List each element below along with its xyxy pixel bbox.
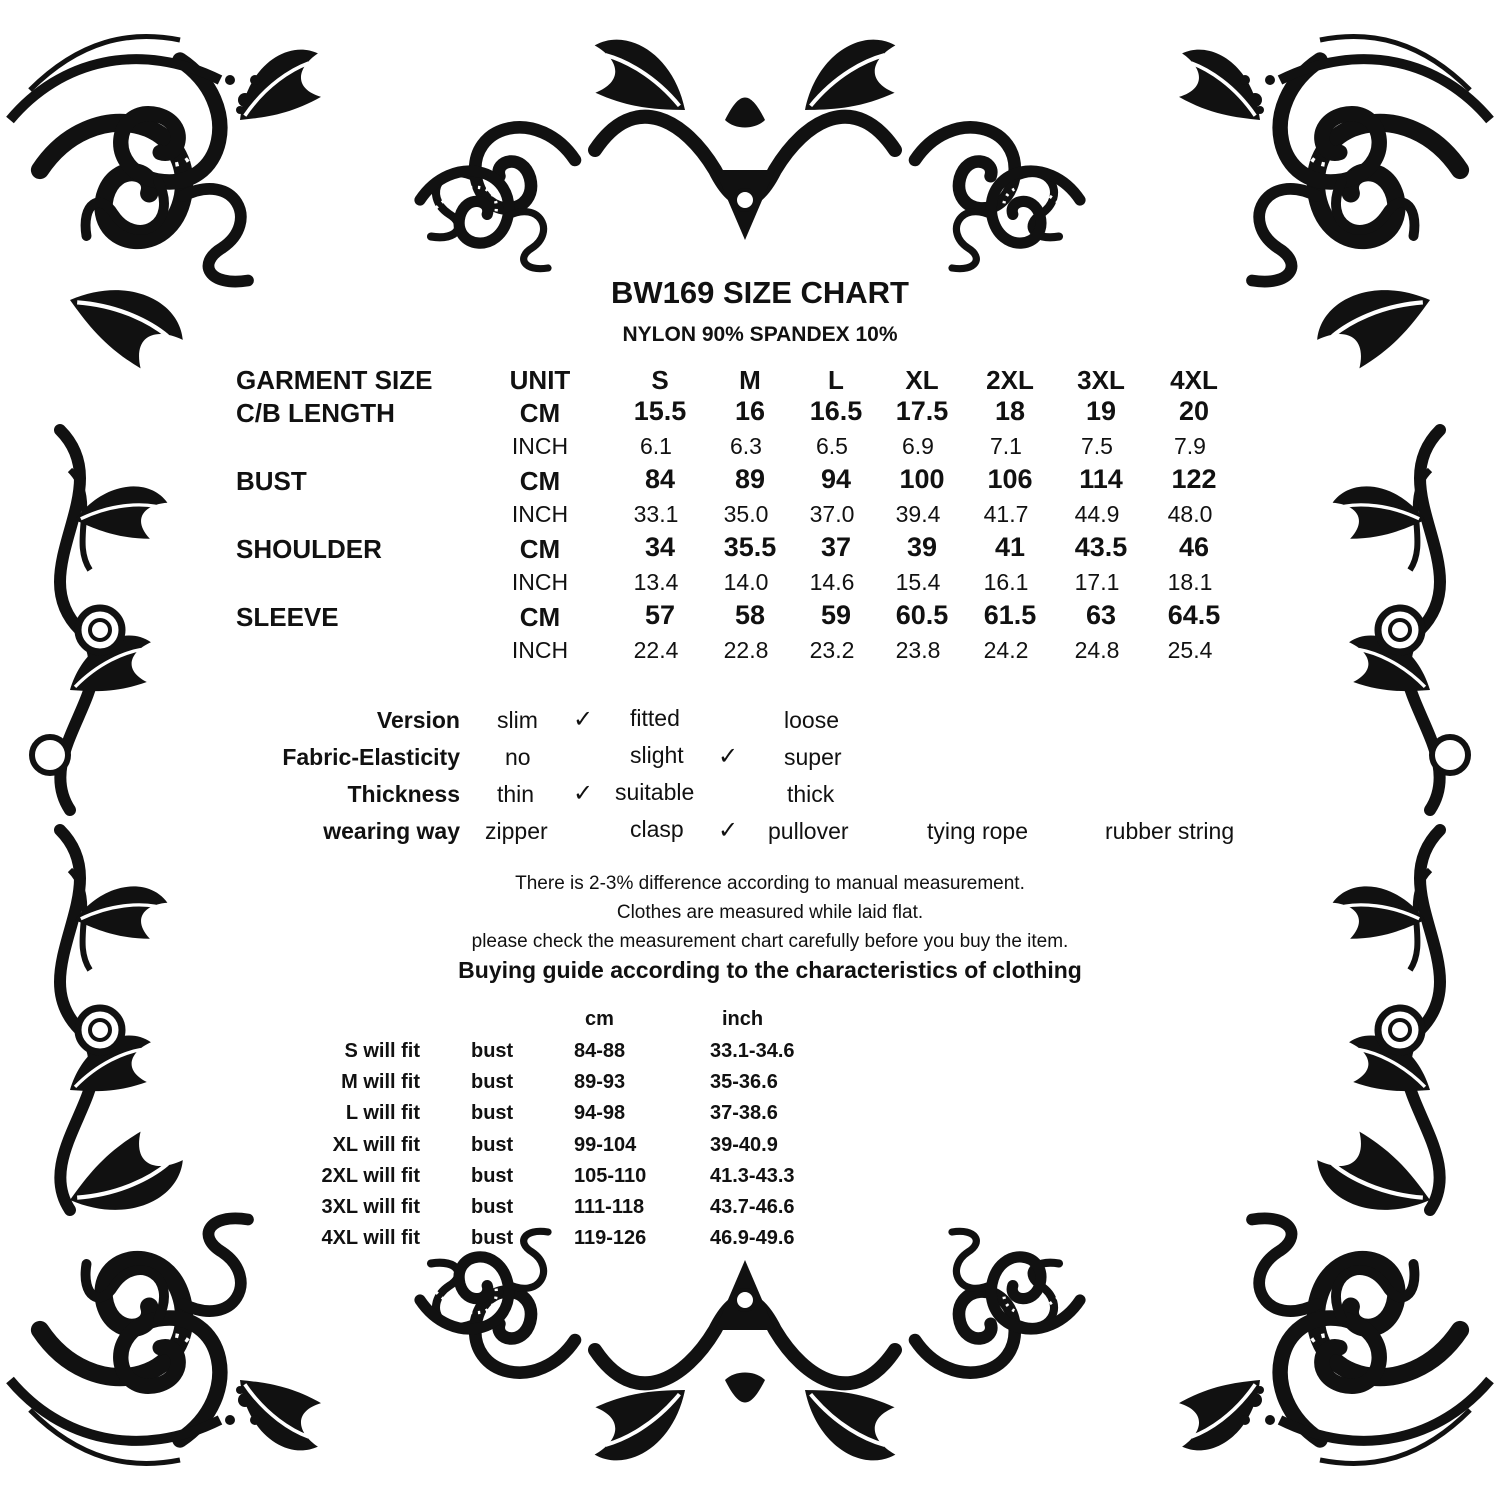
garment-size-header: GARMENT SIZE xyxy=(236,365,433,395)
cm-value-cell: 94 xyxy=(820,464,852,494)
cm-value-cell: 41 xyxy=(994,532,1026,562)
size-header: 2XL xyxy=(986,365,1034,395)
attribute-option: no xyxy=(505,744,531,770)
unit-header: UNIT xyxy=(509,365,571,395)
guide-cm-range: 94-98 xyxy=(574,1102,626,1125)
inch-value-cell: 41.7 xyxy=(983,501,1029,527)
size-header: M xyxy=(739,365,761,395)
guide-part: bust xyxy=(471,1196,514,1218)
inch-value-cell: 16.1 xyxy=(983,569,1029,595)
check-icon: ✓ xyxy=(718,817,739,844)
cm-value-cell: 63 xyxy=(1085,600,1117,630)
cm-value-cell: 17.5 xyxy=(895,396,949,426)
unit-inch-label: INCH xyxy=(511,501,569,527)
cm-value-cell: 58 xyxy=(734,600,766,630)
inch-value-cell: 7.1 xyxy=(990,433,1022,459)
inch-value-cell: 23.2 xyxy=(809,637,855,663)
guide-size-label: M will fit xyxy=(341,1071,420,1094)
guide-inch-range: 41.3-43.3 xyxy=(710,1164,795,1187)
size-header: S xyxy=(651,365,669,395)
cm-value-cell: 100 xyxy=(899,464,945,494)
attribute-label: Thickness xyxy=(347,781,460,807)
attribute-label: Fabric-Elasticity xyxy=(282,744,460,770)
guide-part: bust xyxy=(471,1040,514,1062)
cm-value-cell: 89 xyxy=(734,464,766,494)
attribute-option: slim xyxy=(497,707,538,733)
inch-value-cell: 33.1 xyxy=(633,501,679,527)
cm-value-cell: 57 xyxy=(644,600,676,630)
guide-cm-range: 84-88 xyxy=(574,1040,626,1062)
check-icon: ✓ xyxy=(573,780,594,807)
guide-cm-range: 119-126 xyxy=(574,1227,647,1250)
inch-value-cell: 24.2 xyxy=(983,637,1029,663)
inch-value-cell: 25.4 xyxy=(1167,637,1213,663)
inch-value-cell: 7.5 xyxy=(1081,433,1113,459)
inch-value-cell: 22.4 xyxy=(633,637,679,663)
attribute-option: slight xyxy=(630,742,684,768)
cm-value-cell: 122 xyxy=(1171,464,1217,494)
inch-value-cell: 22.8 xyxy=(723,637,769,663)
guide-inch-range: 39-40.9 xyxy=(710,1133,778,1156)
inch-value-cell: 6.1 xyxy=(640,433,672,459)
inch-value-cell: 14.0 xyxy=(723,569,769,595)
cm-value-cell: 60.5 xyxy=(895,600,949,630)
guide-part: bust xyxy=(471,1071,514,1094)
inch-value-cell: 15.4 xyxy=(895,569,941,595)
cm-value-cell: 20 xyxy=(1178,396,1210,426)
fabric-composition: NYLON 90% SPANDEX 10% xyxy=(622,323,898,346)
guide-part: bust xyxy=(471,1227,514,1250)
attribute-option: pullover xyxy=(768,818,849,844)
cm-value-cell: 84 xyxy=(644,464,676,494)
unit-cm-label: CM xyxy=(519,398,561,428)
guide-cm-range: 89-93 xyxy=(574,1071,626,1094)
measurement-label: BUST xyxy=(236,466,307,496)
attribute-label: wearing way xyxy=(323,818,460,844)
unit-inch-label: INCH xyxy=(511,569,569,595)
unit-cm-label: CM xyxy=(519,466,561,496)
guide-size-label: XL will fit xyxy=(332,1133,420,1156)
inch-value-cell: 13.4 xyxy=(633,569,679,595)
cm-value-cell: 114 xyxy=(1079,464,1123,494)
cm-value-cell: 37 xyxy=(820,532,852,562)
measurement-label: SLEEVE xyxy=(236,602,339,632)
buying-guide-heading: Buying guide according to the characteristics of clothing xyxy=(458,957,1082,983)
guide-inch-range: 46.9-49.6 xyxy=(710,1227,795,1250)
check-icon: ✓ xyxy=(573,706,594,733)
cm-value-cell: 18 xyxy=(994,396,1026,426)
inch-value-cell: 17.1 xyxy=(1074,569,1120,595)
guide-cm-header: cm xyxy=(585,1008,614,1030)
cm-value-cell: 16.5 xyxy=(809,396,863,426)
cm-value-cell: 15.5 xyxy=(633,396,687,426)
cm-value-cell: 34 xyxy=(644,532,676,562)
measurement-note: please check the measurement chart carefully before you buy the item. xyxy=(471,931,1069,952)
cm-value-cell: 61.5 xyxy=(983,600,1037,630)
attribute-option: super xyxy=(784,744,842,770)
measurement-label: SHOULDER xyxy=(236,534,382,564)
cm-value-cell: 16 xyxy=(734,396,766,426)
inch-value-cell: 37.0 xyxy=(809,501,855,527)
guide-cm-range: 105-110 xyxy=(574,1164,647,1187)
guide-inch-range: 37-38.6 xyxy=(710,1102,778,1125)
attribute-option: loose xyxy=(784,707,839,733)
page-title: BW169 SIZE CHART xyxy=(611,275,909,310)
attribute-option: rubber string xyxy=(1105,818,1235,844)
check-icon: ✓ xyxy=(718,743,739,770)
attribute-option: tying rope xyxy=(927,818,1029,844)
guide-inch-range: 33.1-34.6 xyxy=(710,1040,795,1062)
inch-value-cell: 44.9 xyxy=(1074,501,1120,527)
guide-size-label: 3XL will fit xyxy=(321,1196,420,1218)
inch-value-cell: 48.0 xyxy=(1167,501,1213,527)
cm-value-cell: 39 xyxy=(906,532,938,562)
measurement-note: There is 2-3% difference according to manual measurement. xyxy=(515,873,1025,894)
inch-value-cell: 7.9 xyxy=(1174,433,1206,459)
unit-inch-label: INCH xyxy=(511,637,569,663)
guide-inch-range: 43.7-46.6 xyxy=(710,1196,795,1218)
inch-value-cell: 24.8 xyxy=(1074,637,1120,663)
size-header: L xyxy=(828,365,844,395)
attribute-option: fitted xyxy=(630,705,680,731)
cm-value-cell: 59 xyxy=(820,600,852,630)
guide-part: bust xyxy=(471,1133,514,1156)
unit-inch-label: INCH xyxy=(511,433,569,459)
guide-cm-range: 111-118 xyxy=(574,1196,645,1218)
guide-size-label: L will fit xyxy=(345,1102,420,1125)
guide-size-label: S will fit xyxy=(344,1040,420,1062)
guide-inch-header: inch xyxy=(722,1008,764,1030)
inch-value-cell: 14.6 xyxy=(809,569,855,595)
unit-cm-label: CM xyxy=(519,602,561,632)
inch-value-cell: 6.9 xyxy=(902,433,934,459)
guide-inch-range: 35-36.6 xyxy=(710,1071,778,1094)
guide-size-label: 4XL will fit xyxy=(321,1227,420,1250)
cm-value-cell: 35.5 xyxy=(723,532,777,562)
cm-value-cell: 19 xyxy=(1085,396,1117,426)
left-side-ornament xyxy=(60,430,169,810)
attribute-option: thick xyxy=(787,781,835,807)
inch-value-cell: 6.5 xyxy=(816,433,848,459)
guide-cm-range: 99-104 xyxy=(574,1133,637,1156)
inch-value-cell: 6.3 xyxy=(730,433,762,459)
attribute-option: clasp xyxy=(630,816,684,842)
measurement-note: Clothes are measured while laid flat. xyxy=(616,902,924,923)
right-side-ornament xyxy=(1331,430,1440,810)
attribute-option: thin xyxy=(497,781,535,807)
cm-value-cell: 43.5 xyxy=(1074,532,1128,562)
inch-value-cell: 39.4 xyxy=(895,501,941,527)
attribute-option: suitable xyxy=(615,779,695,805)
guide-part: bust xyxy=(471,1164,514,1187)
guide-size-label: 2XL will fit xyxy=(321,1164,420,1187)
attribute-label: Version xyxy=(376,707,460,733)
cm-value-cell: 106 xyxy=(987,464,1033,494)
size-header: 4XL xyxy=(1170,365,1218,395)
inch-value-cell: 23.8 xyxy=(895,637,941,663)
measurement-label: C/B LENGTH xyxy=(236,398,395,428)
guide-part: bust xyxy=(471,1102,514,1125)
unit-cm-label: CM xyxy=(519,534,561,564)
size-header: 3XL xyxy=(1077,365,1125,395)
cm-value-cell: 46 xyxy=(1178,532,1210,562)
inch-value-cell: 18.1 xyxy=(1167,569,1213,595)
attribute-option: zipper xyxy=(485,818,548,844)
inch-value-cell: 35.0 xyxy=(723,501,769,527)
cm-value-cell: 64.5 xyxy=(1167,600,1221,630)
size-header: XL xyxy=(905,365,939,395)
